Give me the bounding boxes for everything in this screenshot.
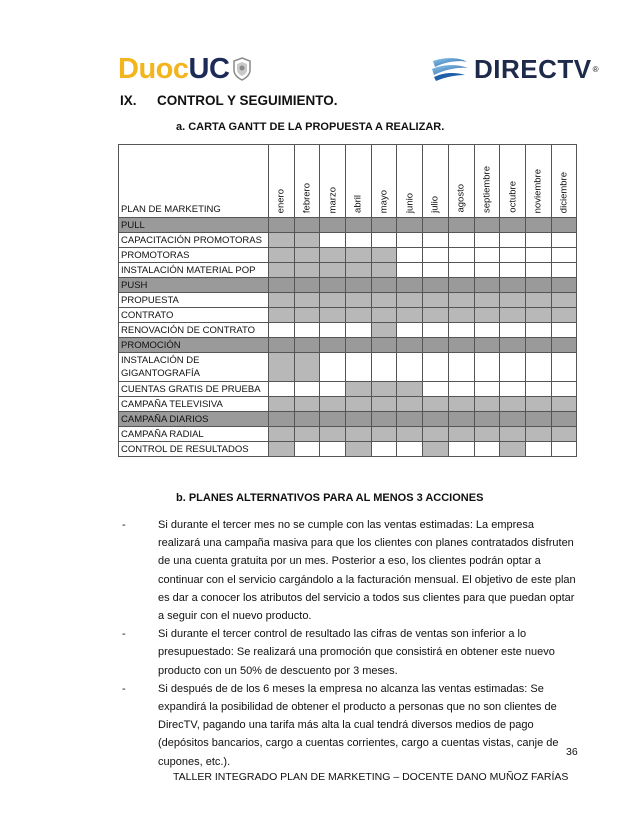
gantt-cell — [423, 308, 449, 323]
gantt-cell — [346, 353, 372, 382]
gantt-cell — [423, 382, 449, 397]
gantt-cell — [448, 293, 474, 308]
gantt-cell — [423, 397, 449, 412]
month-label: junio — [404, 192, 416, 213]
gantt-cell — [294, 338, 320, 353]
gantt-cell — [269, 263, 295, 278]
uc-logo-text: UC — [188, 53, 230, 85]
gantt-cell — [371, 323, 397, 338]
plan-text: Si durante el tercer mes no se cumple con las ventas estimadas: La empresa realizará una campaña masiva para que los clientes con planes contratados disfruten de una cuenta gratuita por un mes. Posterior a eso, los clientes podrán optar a continuar con el servicio cargándolo a la facturación mensual. El objetivo de este plan es dar a conocer los atributos del servicio a todos sus clientes para que puedan optar a seguir con el nuevo producto. — [158, 519, 576, 623]
gantt-cell — [320, 308, 346, 323]
gantt-cell — [371, 397, 397, 412]
month-header — [525, 145, 551, 218]
gantt-cell — [448, 382, 474, 397]
gantt-cell — [294, 353, 320, 382]
gantt-cell — [371, 233, 397, 248]
gantt-cell — [397, 278, 423, 293]
gantt-cell — [500, 293, 526, 308]
directv-swoosh-icon — [430, 56, 470, 82]
gantt-cell — [371, 278, 397, 293]
gantt-cell — [269, 323, 295, 338]
gantt-cell — [269, 308, 295, 323]
activity-label: CAMPAÑA TELEVISIVA — [119, 397, 269, 412]
gantt-cell — [269, 442, 295, 457]
gantt-cell — [525, 278, 551, 293]
gantt-cell — [320, 248, 346, 263]
gantt-cell — [474, 293, 500, 308]
gantt-cell — [294, 218, 320, 233]
gantt-header-row — [119, 145, 577, 218]
gantt-cell — [423, 442, 449, 457]
gantt-cell — [269, 278, 295, 293]
gantt-cell — [551, 397, 577, 412]
gantt-cell — [294, 308, 320, 323]
gantt-cell — [525, 427, 551, 442]
gantt-header-label: PLAN DE MARKETING — [119, 145, 269, 218]
activity-label: CONTRATO — [119, 308, 269, 323]
gantt-cell — [551, 427, 577, 442]
table-row — [119, 248, 577, 263]
gantt-cell — [423, 412, 449, 427]
month-header — [320, 145, 346, 218]
list-dash: - — [122, 628, 126, 641]
gantt-cell — [423, 248, 449, 263]
activity-label: CAMPAÑA RADIAL — [119, 427, 269, 442]
gantt-cell — [525, 218, 551, 233]
gantt-cell — [500, 412, 526, 427]
month-header — [423, 145, 449, 218]
gantt-cell — [551, 218, 577, 233]
month-label: septiembre — [481, 166, 493, 213]
gantt-cell — [397, 218, 423, 233]
gantt-cell — [346, 382, 372, 397]
gantt-cell — [346, 338, 372, 353]
gantt-cell — [397, 248, 423, 263]
gantt-cell — [320, 293, 346, 308]
gantt-cell — [397, 397, 423, 412]
gantt-cell — [294, 233, 320, 248]
section-number: IX. — [120, 93, 137, 108]
gantt-cell — [448, 353, 474, 382]
gantt-cell — [269, 397, 295, 412]
gantt-cell — [269, 353, 295, 382]
gantt-cell — [371, 308, 397, 323]
gantt-cell — [551, 308, 577, 323]
gantt-cell — [448, 397, 474, 412]
gantt-cell — [474, 248, 500, 263]
activity-label: RENOVACIÓN DE CONTRATO — [119, 323, 269, 338]
gantt-cell — [423, 293, 449, 308]
table-row — [119, 308, 577, 323]
gantt-cell — [525, 412, 551, 427]
gantt-cell — [474, 263, 500, 278]
gantt-cell — [474, 233, 500, 248]
month-header — [551, 145, 577, 218]
gantt-cell — [269, 338, 295, 353]
month-header — [500, 145, 526, 218]
month-label: mayo — [378, 189, 390, 213]
gantt-cell — [320, 353, 346, 382]
gantt-cell — [525, 233, 551, 248]
gantt-cell — [346, 308, 372, 323]
activity-label: CAMPAÑA DIARIOS — [119, 412, 269, 427]
gantt-cell — [448, 308, 474, 323]
gantt-cell — [371, 218, 397, 233]
directv-wordmark: DIRECTV — [474, 54, 592, 84]
gantt-cell — [294, 248, 320, 263]
gantt-cell — [525, 353, 551, 382]
gantt-cell — [397, 353, 423, 382]
gantt-cell — [397, 323, 423, 338]
table-row — [119, 293, 577, 308]
gantt-cell — [474, 353, 500, 382]
gantt-cell — [551, 233, 577, 248]
activity-label: PULL — [119, 218, 269, 233]
gantt-cell — [397, 233, 423, 248]
gantt-cell — [500, 218, 526, 233]
directv-logo — [430, 55, 599, 83]
gantt-cell — [474, 397, 500, 412]
gantt-cell — [551, 338, 577, 353]
gantt-cell — [320, 218, 346, 233]
gantt-body — [119, 218, 577, 457]
month-label: octubre — [507, 181, 519, 213]
activity-label: CONTROL DE RESULTADOS — [119, 442, 269, 457]
gantt-cell — [500, 233, 526, 248]
table-row — [119, 442, 577, 457]
gantt-cell — [551, 323, 577, 338]
gantt-cell — [346, 278, 372, 293]
list-dash: - — [122, 519, 126, 531]
gantt-cell — [551, 442, 577, 457]
gantt-chart-table — [118, 144, 577, 457]
directv-registered-mark: ® — [592, 64, 599, 74]
activity-label: CAPACITACIÓN PROMOTORAS — [119, 233, 269, 248]
activity-label: PROMOCIÓN — [119, 338, 269, 353]
list-item — [118, 625, 578, 680]
table-row — [119, 323, 577, 338]
gantt-cell — [525, 263, 551, 278]
gantt-cell — [346, 263, 372, 278]
gantt-cell — [269, 293, 295, 308]
gantt-cell — [371, 353, 397, 382]
gantt-cell — [294, 263, 320, 278]
activity-label: PROMOTORAS — [119, 248, 269, 263]
table-row — [119, 218, 577, 233]
gantt-cell — [269, 248, 295, 263]
gantt-cell — [448, 248, 474, 263]
month-header — [397, 145, 423, 218]
gantt-cell — [500, 308, 526, 323]
gantt-cell — [500, 442, 526, 457]
gantt-cell — [397, 442, 423, 457]
gantt-cell — [448, 442, 474, 457]
gantt-cell — [474, 308, 500, 323]
gantt-cell — [320, 323, 346, 338]
gantt-cell — [551, 293, 577, 308]
gantt-cell — [371, 248, 397, 263]
duoc-logo-text: Duoc — [118, 53, 189, 85]
table-row — [119, 382, 577, 397]
gantt-cell — [269, 382, 295, 397]
gantt-cell — [525, 338, 551, 353]
subsection-a-title: a. CARTA GANTT DE LA PROPUESTA A REALIZAR. — [176, 121, 445, 133]
gantt-cell — [423, 338, 449, 353]
gantt-cell — [448, 338, 474, 353]
subsection-b-title: b. PLANES ALTERNATIVOS PARA AL MENOS 3 ACCIONES — [176, 492, 484, 504]
gantt-cell — [448, 233, 474, 248]
gantt-cell — [474, 382, 500, 397]
table-row — [119, 397, 577, 412]
gantt-cell — [346, 233, 372, 248]
month-label: marzo — [327, 186, 339, 213]
gantt-cell — [371, 293, 397, 308]
alternative-plans-list — [118, 516, 578, 771]
gantt-cell — [474, 218, 500, 233]
gantt-cell — [397, 427, 423, 442]
gantt-cell — [500, 397, 526, 412]
gantt-cell — [269, 218, 295, 233]
list-item — [118, 680, 578, 771]
month-header — [371, 145, 397, 218]
gantt-cell — [371, 338, 397, 353]
gantt-cell — [551, 248, 577, 263]
month-label: noviembre — [532, 168, 544, 213]
gantt-cell — [320, 382, 346, 397]
gantt-cell — [397, 382, 423, 397]
gantt-cell — [423, 263, 449, 278]
gantt-cell — [423, 323, 449, 338]
gantt-cell — [397, 263, 423, 278]
gantt-cell — [320, 338, 346, 353]
month-label: abril — [352, 195, 364, 213]
section-title: CONTROL Y SEGUIMIENTO. — [157, 93, 338, 108]
gantt-cell — [551, 278, 577, 293]
gantt-cell — [294, 412, 320, 427]
gantt-cell — [525, 308, 551, 323]
gantt-cell — [474, 427, 500, 442]
month-label: agosto — [455, 184, 467, 213]
gantt-cell — [371, 382, 397, 397]
gantt-cell — [474, 323, 500, 338]
gantt-cell — [294, 278, 320, 293]
gantt-cell — [294, 323, 320, 338]
gantt-cell — [269, 427, 295, 442]
month-header — [294, 145, 320, 218]
month-label: enero — [275, 188, 287, 213]
gantt-cell — [500, 323, 526, 338]
table-row — [119, 353, 577, 382]
gantt-cell — [474, 338, 500, 353]
page-header — [0, 0, 638, 95]
page-number: 36 — [566, 746, 578, 758]
gantt-cell — [397, 338, 423, 353]
gantt-cell — [294, 293, 320, 308]
gantt-cell — [397, 412, 423, 427]
gantt-cell — [294, 427, 320, 442]
gantt-cell — [448, 323, 474, 338]
gantt-cell — [448, 218, 474, 233]
month-label: febrero — [301, 182, 313, 213]
table-row — [119, 263, 577, 278]
duoc-seal-icon — [232, 57, 252, 81]
gantt-cell — [500, 338, 526, 353]
gantt-cell — [525, 248, 551, 263]
gantt-cell — [551, 353, 577, 382]
gantt-cell — [423, 353, 449, 382]
gantt-cell — [371, 412, 397, 427]
month-label: diciembre — [558, 171, 570, 213]
table-row — [119, 233, 577, 248]
activity-label: INSTALACIÓN MATERIAL POP — [119, 263, 269, 278]
gantt-cell — [423, 218, 449, 233]
gantt-cell — [525, 293, 551, 308]
gantt-cell — [346, 248, 372, 263]
gantt-cell — [423, 278, 449, 293]
duoc-uc-logo — [118, 52, 252, 86]
list-dash: - — [122, 682, 126, 695]
plan-text: Si durante el tercer control de resultado las cifras de ventas son inferior a lo presupuestado: Se realizará una promoción que consistirá en obtener este nuevo producto con un 50% de descuento por 3 meses. — [158, 628, 555, 677]
gantt-cell — [320, 397, 346, 412]
activity-label: INSTALACIÓN DE GIGANTOGRAFÍA — [119, 353, 269, 382]
table-row — [119, 412, 577, 427]
table-row — [119, 427, 577, 442]
gantt-cell — [397, 293, 423, 308]
month-label: julio — [429, 196, 441, 213]
gantt-cell — [525, 442, 551, 457]
gantt-cell — [294, 382, 320, 397]
gantt-cell — [525, 382, 551, 397]
gantt-cell — [346, 412, 372, 427]
gantt-cell — [423, 427, 449, 442]
activity-label: CUENTAS GRATIS DE PRUEBA — [119, 382, 269, 397]
gantt-cell — [371, 442, 397, 457]
gantt-cell — [551, 382, 577, 397]
gantt-cell — [423, 233, 449, 248]
gantt-cell — [320, 278, 346, 293]
list-item — [118, 516, 578, 625]
gantt-cell — [346, 218, 372, 233]
gantt-cell — [500, 278, 526, 293]
gantt-cell — [346, 323, 372, 338]
gantt-cell — [448, 412, 474, 427]
gantt-cell — [320, 263, 346, 278]
gantt-cell — [346, 293, 372, 308]
gantt-cell — [320, 427, 346, 442]
table-row — [119, 278, 577, 293]
page-footer: TALLER INTEGRADO PLAN DE MARKETING – DOCENTE DANO MUÑOZ FARÍAS — [173, 771, 569, 783]
plan-text: Si después de de los 6 meses la empresa no alcanza las ventas estimadas: Se expandirá la posibilidad de obtener el producto a personas que no son clientes de DirecTV, pagando una tarifa más alta la cual tendrá diversos medios de pago (depósitos bancarios, cargo a cuentas corrientes, cargo a cuentas vistas, canje de cupones, etc.). — [158, 682, 559, 768]
gantt-cell — [269, 233, 295, 248]
gantt-cell — [294, 442, 320, 457]
month-header — [448, 145, 474, 218]
gantt-cell — [448, 278, 474, 293]
gantt-cell — [371, 427, 397, 442]
gantt-cell — [500, 263, 526, 278]
gantt-cell — [525, 397, 551, 412]
gantt-cell — [551, 412, 577, 427]
activity-label: PROPUESTA — [119, 293, 269, 308]
gantt-cell — [474, 412, 500, 427]
gantt-cell — [346, 442, 372, 457]
gantt-cell — [346, 427, 372, 442]
gantt-cell — [269, 412, 295, 427]
gantt-cell — [448, 263, 474, 278]
gantt-cell — [500, 353, 526, 382]
month-header — [269, 145, 295, 218]
gantt-cell — [320, 442, 346, 457]
gantt-cell — [500, 382, 526, 397]
gantt-cell — [474, 278, 500, 293]
table-row — [119, 338, 577, 353]
gantt-cell — [320, 233, 346, 248]
gantt-cell — [397, 308, 423, 323]
month-header — [474, 145, 500, 218]
gantt-cell — [294, 397, 320, 412]
gantt-cell — [500, 427, 526, 442]
gantt-cell — [320, 412, 346, 427]
gantt-cell — [525, 323, 551, 338]
gantt-cell — [474, 442, 500, 457]
gantt-cell — [551, 263, 577, 278]
gantt-cell — [500, 248, 526, 263]
gantt-cell — [371, 263, 397, 278]
gantt-cell — [346, 397, 372, 412]
month-header — [346, 145, 372, 218]
gantt-cell — [448, 427, 474, 442]
activity-label: PUSH — [119, 278, 269, 293]
